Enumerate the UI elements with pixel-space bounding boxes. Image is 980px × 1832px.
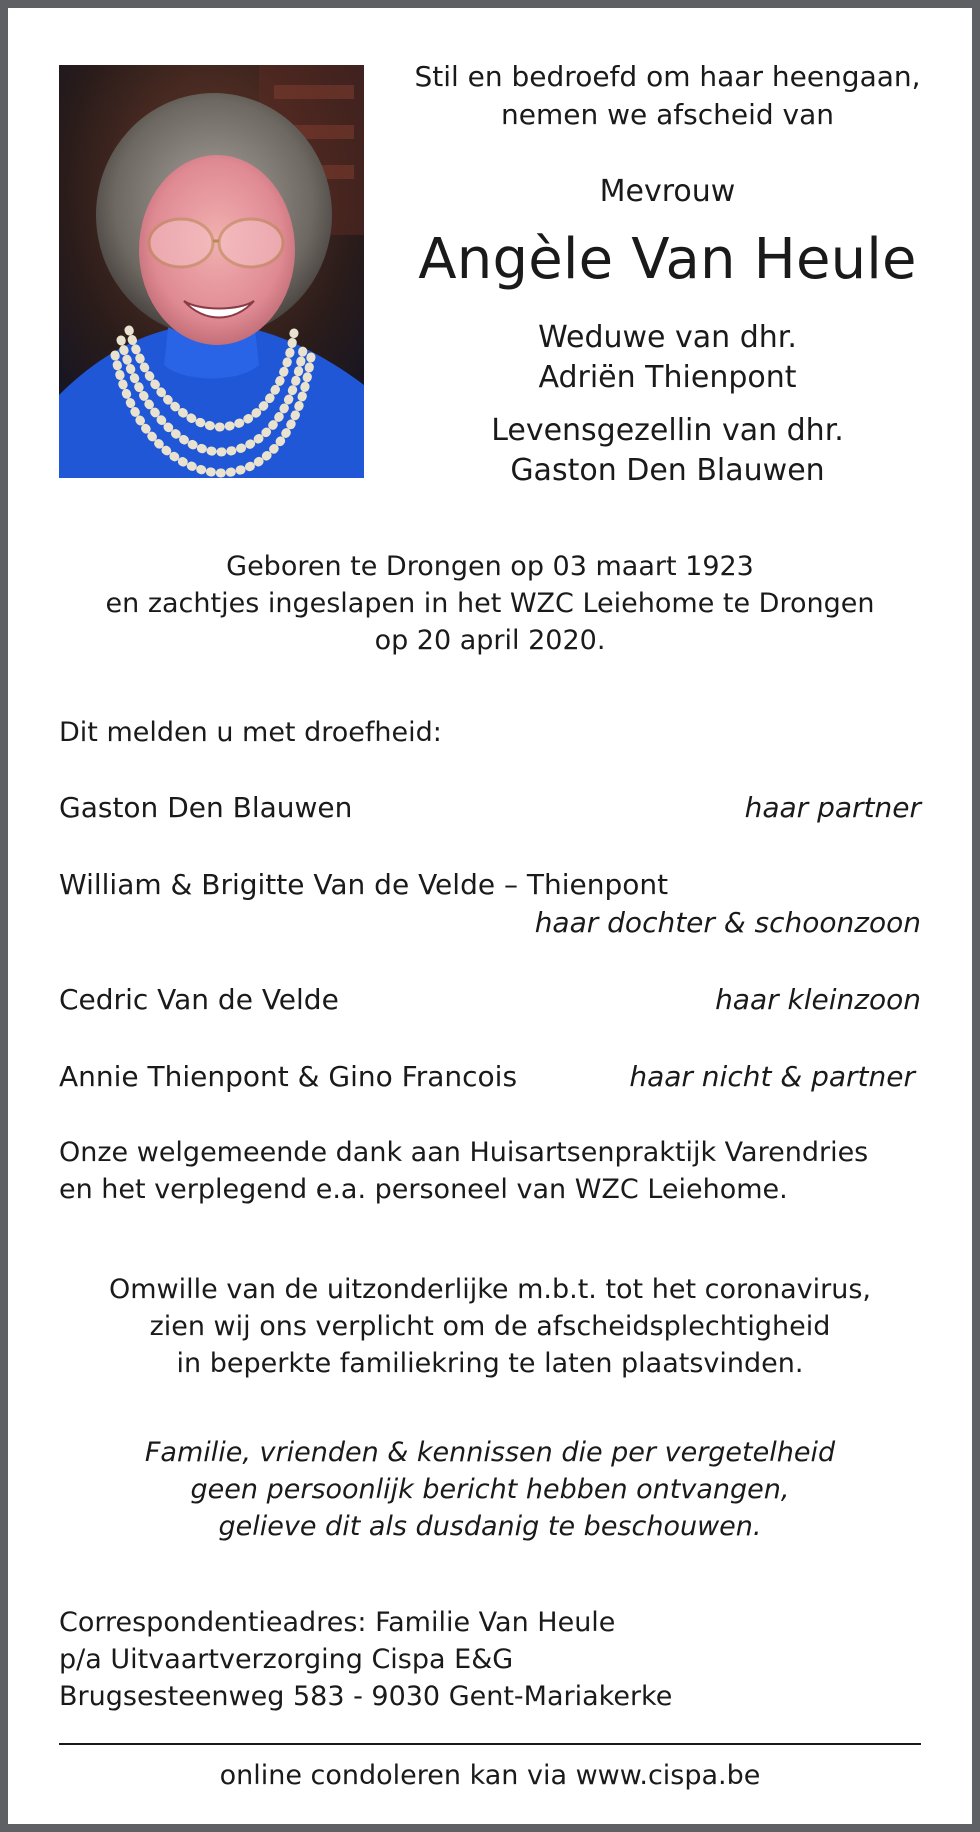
family-member-name: Annie Thienpont & Gino Francois (59, 1060, 518, 1093)
widow-line-1: Weduwe van dhr. (538, 320, 797, 355)
honorific: Mevrouw (599, 174, 736, 209)
birth-line-1: Geboren te Drongen op 03 maart 1923 (226, 551, 754, 582)
address-line-1: Correspondentieadres: Familie Van Heule (59, 1607, 616, 1638)
address-line-3: Brugsesteenweg 583 - 9030 Gent-Mariakerke (59, 1681, 673, 1712)
birth-death-text (40, 548, 940, 659)
thanks-text (59, 1134, 929, 1208)
family-relation: haar kleinzoon (715, 983, 921, 1016)
address-line-2: p/a Uitvaartverzorging Cispa E&G (59, 1644, 514, 1675)
deceased-name: Angèle Van Heule (418, 227, 917, 292)
family-member-name: Gaston Den Blauwen (59, 791, 353, 824)
notice-line-1: Familie, vrienden & kennissen die per vergetelheid (144, 1437, 836, 1468)
thanks-line-2: en het verplegend e.a. personeel van WZC Leiehome. (59, 1174, 788, 1205)
widow-line-2: Adriën Thienpont (538, 360, 797, 395)
forgotten-notice (40, 1434, 940, 1545)
birth-line-3: op 20 april 2020. (374, 625, 606, 656)
corona-line-3: in beperkte familiekring te laten plaatsvinden. (176, 1348, 804, 1379)
notice-line-2: geen persoonlijk bericht hebben ontvangen, (190, 1474, 790, 1505)
portrait-photo (59, 65, 364, 478)
family-relation: haar nicht & partner (629, 1060, 915, 1093)
intro-line-1: Stil en bedroefd om haar heengaan, (414, 60, 921, 93)
corona-line-1: Omwille van de uitzonderlijke m.b.t. tot het coronavirus, (108, 1274, 872, 1305)
correspondence-address (59, 1604, 929, 1715)
thanks-line-1: Onze welgemeende dank aan Huisartsenpraktijk Varendries (59, 1137, 869, 1168)
family-row (59, 789, 921, 827)
intro-line-2: nemen we afscheid van (500, 98, 835, 131)
family-row (59, 1058, 921, 1096)
partner-of (400, 411, 935, 491)
announcement-intro: Dit melden u met droefheid: (59, 717, 442, 748)
intro-text (400, 58, 935, 134)
family-relation: haar partner (744, 791, 921, 824)
corona-line-2: zien wij ons verplicht om de afscheidsplechtigheid (149, 1311, 831, 1342)
family-member-name: William & Brigitte Van de Velde – Thienpont (59, 868, 669, 901)
online-condolence-footer: online condoleren kan via www.cispa.be (219, 1760, 761, 1791)
corona-notice (40, 1271, 940, 1382)
family-row (59, 981, 921, 1019)
family-member-name: Cedric Van de Velde (59, 983, 339, 1016)
partner-line-1: Levensgezellin van dhr. (491, 413, 844, 448)
notice-line-3: gelieve dit als dusdanig te beschouwen. (218, 1511, 762, 1542)
birth-line-2: en zachtjes ingeslapen in het WZC Leiehome te Drongen (105, 588, 875, 619)
family-relation: haar dochter & schoonzoon (534, 906, 921, 939)
widow-of (400, 318, 935, 398)
partner-line-2: Gaston Den Blauwen (510, 453, 825, 488)
divider (59, 1743, 921, 1745)
family-row (59, 866, 921, 946)
